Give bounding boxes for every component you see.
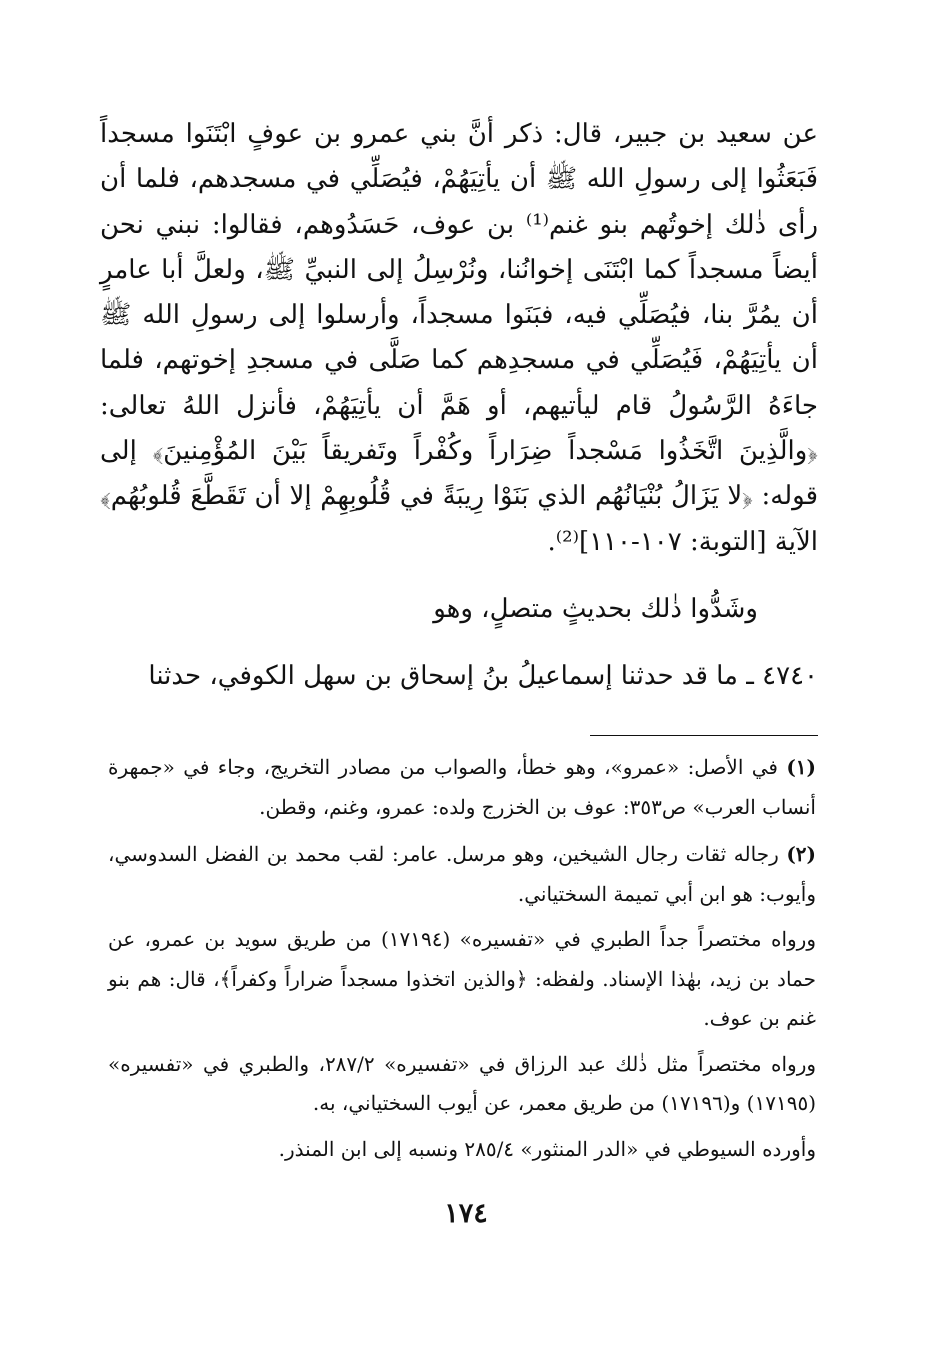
footnote-2-paragraph-2: ورواه مختصراً جداً الطبري في «تفسيره» (١٧١٩٤) من طريق سويد بن عمرو، عن حماد بن زيد، بهٰذا الإسناد. ولفظه: ﴿والذين اتخذوا مسجداً ضراراً وكفراً﴾، قال: هم بنو غنم بن عوف. <box>108 927 816 1030</box>
footnote-1 <box>108 748 816 827</box>
hadith-number-line: ٤٧٤٠ ـ ما قد حدثنا إسماعيلُ بنُ إسحاق بن سهل الكوفي، حدثنا <box>148 661 818 692</box>
footnote-1-number: (١) <box>786 755 816 779</box>
main-text <box>100 112 818 700</box>
hadith-paragraph: عن سعيد بن جبير، قال: ذكر أنَّ بني عمرو بن عوفٍ ابْتَنَوا مسجداً فَبَعَثُوا إلى رسولِ الله ﷺ أن يأتِيَهُمْ، فيُصَلِّي في مسجدهم، فلما أن رأى ذٰلك إخوتُهم بنو غنم⁽¹⁾ بن عوف، حَسَدُوهم، فقالوا: نبني نحن أيضاً مسجداً كما ابْتَنَى إخوانُنا، ونُرْسِلُ إلى النبيِّ ﷺ، ولعلَّ أبا عامرٍ أن يمُرَّ بنا، فيُصَلِّي فيه، فبَنَوا مسجداً، وأرسلوا إلى رسولِ الله ﷺ أن يأتِيَهُمْ، فَيُصَلِّي في مسجدِهم كما صَلَّى في مسجدِ إخوتهم، فلما جاءَهُ الرَّسُولُ قام ليأتيهم، أو هَمَّ أن يأتِيَهُمْ، فأنزل اللهُ تعالى: ﴿والَّذِينَ اتَّخَذُوا مَسْجداً ضِرَاراً وكُفْراً وتَفريقاً بَيْنَ المُؤْمِنينَ﴾ إلى قوله: ﴿لا يَزَالُ بُنْيَانُهُم الذي بَنَوْا رِيبَةً في قُلُوبِهِمْ إلا أن تَقَطَّعَ قُلوبُهُم﴾ الآية [التوبة: ١٠٧-١١٠]⁽²⁾. <box>100 119 818 557</box>
footnote-2-number: (٢) <box>786 842 816 866</box>
footnote-separator <box>590 735 818 736</box>
footnote-2-paragraph-3: ورواه مختصراً مثل ذٰلك عبد الرزاق في «تفسيره» ٢٨٧/٢، والطبري في «تفسيره» (١٧١٩٥) و(١٧١٩٦) من طريق معمر، عن أيوب السختياني، به. <box>108 1051 817 1115</box>
footnote-2-paragraph-4: وأورده السيوطي في «الدر المنثور» ٢٨٥/٤ ونسبه إلى ابن المنذر. <box>278 1136 816 1161</box>
page-number: ١٧٤ <box>444 1198 488 1229</box>
footnote-2 <box>108 835 816 914</box>
footnote-2-text: رجاله ثقات رجال الشيخين، وهو مرسل. عامر: لقب محمد بن الفضل السدوسي، وأيوب: هو ابن أبي تميمة السختياني. <box>108 842 816 906</box>
footnotes <box>108 748 816 1169</box>
transition-line: وشَدُّوا ذٰلك بحديثٍ متصلٍ، وهو <box>433 593 758 624</box>
footnote-1-text: في الأصل: «عمرو»، وهو خطأ، والصواب من مصادر التخريج، وجاء في «جمهرة أنساب العرب» ص٣٥٣: عوف بن الخزرج ولده: عمرو، وغنم، وقطن. <box>108 755 816 819</box>
